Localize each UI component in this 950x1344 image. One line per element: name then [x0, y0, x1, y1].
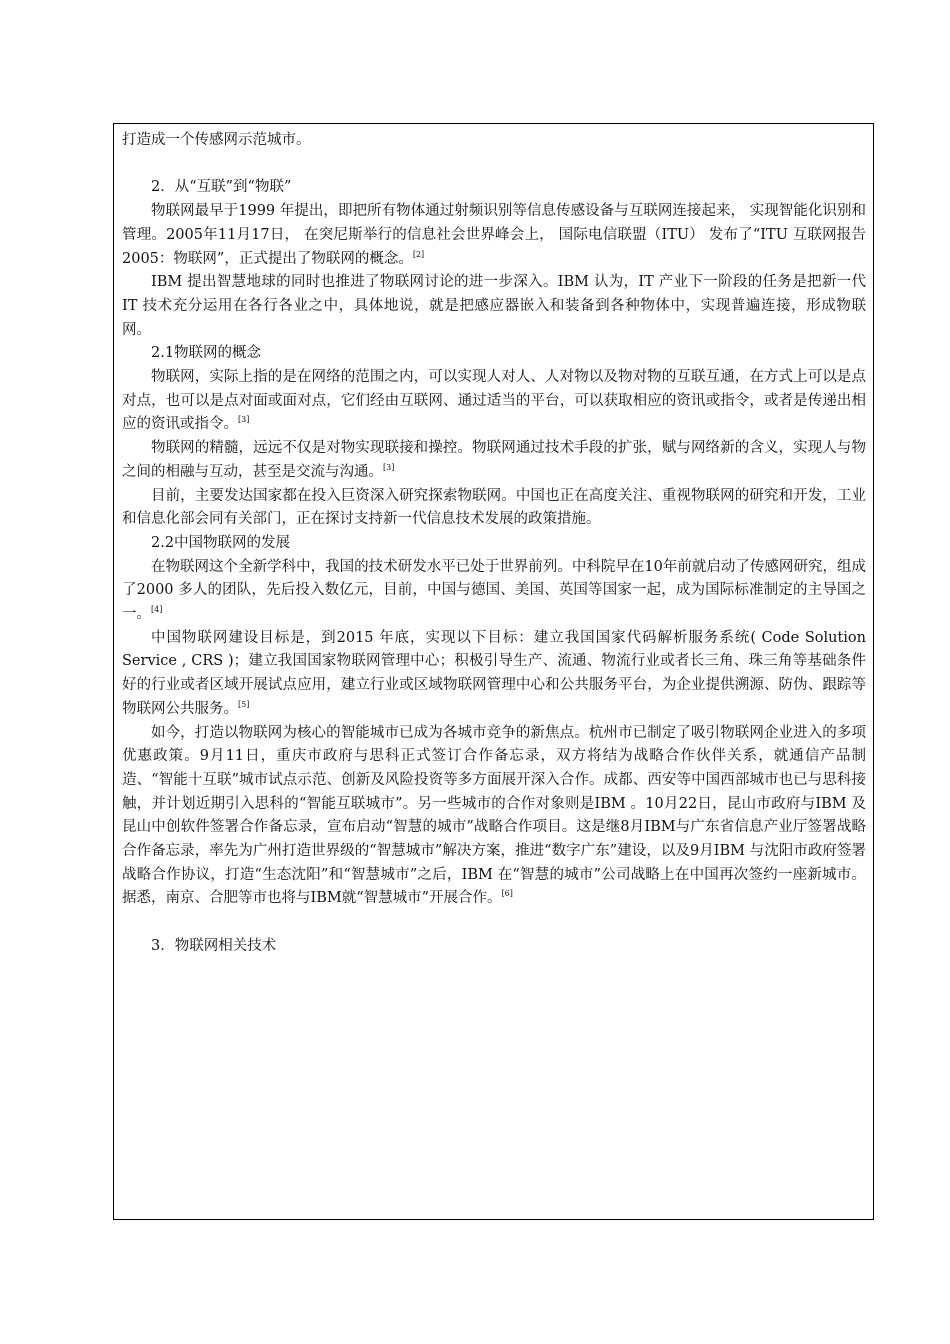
- paragraph: [122, 485, 866, 532]
- citation-ref: [3]: [238, 415, 250, 425]
- paragraph-text: 物联网最早于1999 年提出，即把所有物体通过射频识别等信息传感设备与互联网连接起来， 实现智能化识别和管理。2005年11月17日， 在突尼斯举行的信息社会世界峰会上， 国际电信联盟（ITU） 发布了“ITU 互联网报告2005：物联网”，正式提出了物联网的概念。: [122, 203, 866, 267]
- paragraph: [122, 627, 866, 722]
- citation-ref: [2]: [412, 249, 425, 259]
- citation-ref: [5]: [238, 700, 250, 710]
- paragraph-text: 如今，打造以物联网为核心的智能城市已成为各城市竞争的新焦点。杭州市已制定了吸引物联网企业进入的多项优惠政策。9月11日，重庆市政府与思科正式签订合作备忘录，双方将结为战略合作伙伴关系，就通信产品制造、“智能十互联”城市试点示范、创新及风险投资等多方面展开深入合作。成都、西安等中国西部城市也已与思科接触，并计划近期引入思科的“智能互联城市”。另一些城市的合作对象则是IBM 。10月22日，昆山市政府与IBM 及昆山中创软件签署合作备忘录，宣布启动“智慧的城市”战略合作项目。这是继8月IBM与广东省信息产业厅签署战略合作备忘录，率先为广州打造世界级的“智慧城市”解决方案，推进“数字广东”建设，以及9月IBM 与沈阳市政府签署战略合作协议，打造“生态沈阳”和“智慧城市”之后，IBM 在“智慧的城市”公司战略上在中国再次签约一座新城市。据悉，南京、合肥等市也将与IBM就“智慧城市”开展合作。: [122, 724, 866, 907]
- citation-ref: [6]: [501, 889, 513, 899]
- paragraph-text: 物联网，实际上指的是在网络的范围之内，可以实现人对人、人对物以及物对物的互联互通，在方式上可以是点对点，也可以是点对面或面对点，它们经由互联网、通过适当的平台，可以获取相应的资讯或指令，或者是传递出相应的资讯或指令。: [122, 369, 866, 433]
- paragraph-text: 在物联网这个全新学科中，我国的技术研发水平已处于世界前列。中科院早在10年前就启动了传感网研究，组成了2000 多人的团队，先后投入数亿元，目前，中国与德国、美国、英国等国家一起，成为国际标准制定的主导国之一。: [122, 558, 866, 623]
- paragraph-text: 2.2中国物联网的发展: [151, 534, 291, 551]
- citation-ref: [4]: [151, 605, 163, 615]
- paragraph-text: 3．物联网相关技术: [151, 937, 277, 954]
- paragraph: [122, 200, 866, 271]
- blank-line: [122, 153, 866, 177]
- paragraph: [122, 722, 866, 912]
- document-body: [122, 129, 866, 959]
- paragraph-text: IBM 提出智慧地球的同时也推进了物联网讨论的进一步深入。IBM 认为，IT 产业下一阶段的任务是把新一代IT 技术充分运用在各行各业之中，具体地说，就是把感应器嵌入和装备到各种物体中，实现普遍连接，形成物联网。: [122, 274, 866, 338]
- paragraph-text: 目前，主要发达国家都在投入巨资深入研究探索物联网。中国也正在高度关注、重视物联网的研究和开发，工业和信息化部会同有关部门，正在探讨支持新一代信息技术发展的政策措施。: [122, 487, 866, 528]
- paragraph: [122, 129, 866, 153]
- paragraph-text: 中国物联网建设目标是，到2015 年底，实现以下目标：建立我国国家代码解析服务系统( Code Solution Service , CRS )；建立我国国家物联网管理中心；积极引导生产、流通、物流行业或者长三角、珠三角等基础条件好的行业或者区域开展试点应用，建立行业或区域物联网管理中心和公共服务平台，为企业提供溯源、防伪、跟踪等物联网公共服务。: [122, 629, 866, 717]
- paragraph: [122, 556, 866, 627]
- paragraph: [122, 935, 866, 959]
- paragraph: [122, 437, 866, 484]
- paragraph: [122, 366, 866, 437]
- citation-ref: [3]: [383, 463, 395, 472]
- paragraph-text: 打造成一个传感网示范城市。: [122, 132, 311, 148]
- paragraph: [122, 176, 866, 200]
- paragraph-text: 物联网的精髓，远远不仅是对物实现联接和操控。物联网通过技术手段的扩张，赋与网络新的含义，实现人与物之间的相融与互动，甚至是交流与沟通。: [122, 440, 866, 480]
- paragraph: [122, 271, 866, 342]
- paragraph-text: 2．从“互联”到“物联”: [151, 179, 292, 196]
- paragraph: [122, 342, 866, 366]
- blank-line: [122, 911, 866, 935]
- paragraph: [122, 532, 866, 556]
- paragraph-text: 2.1物联网的概念: [151, 345, 262, 362]
